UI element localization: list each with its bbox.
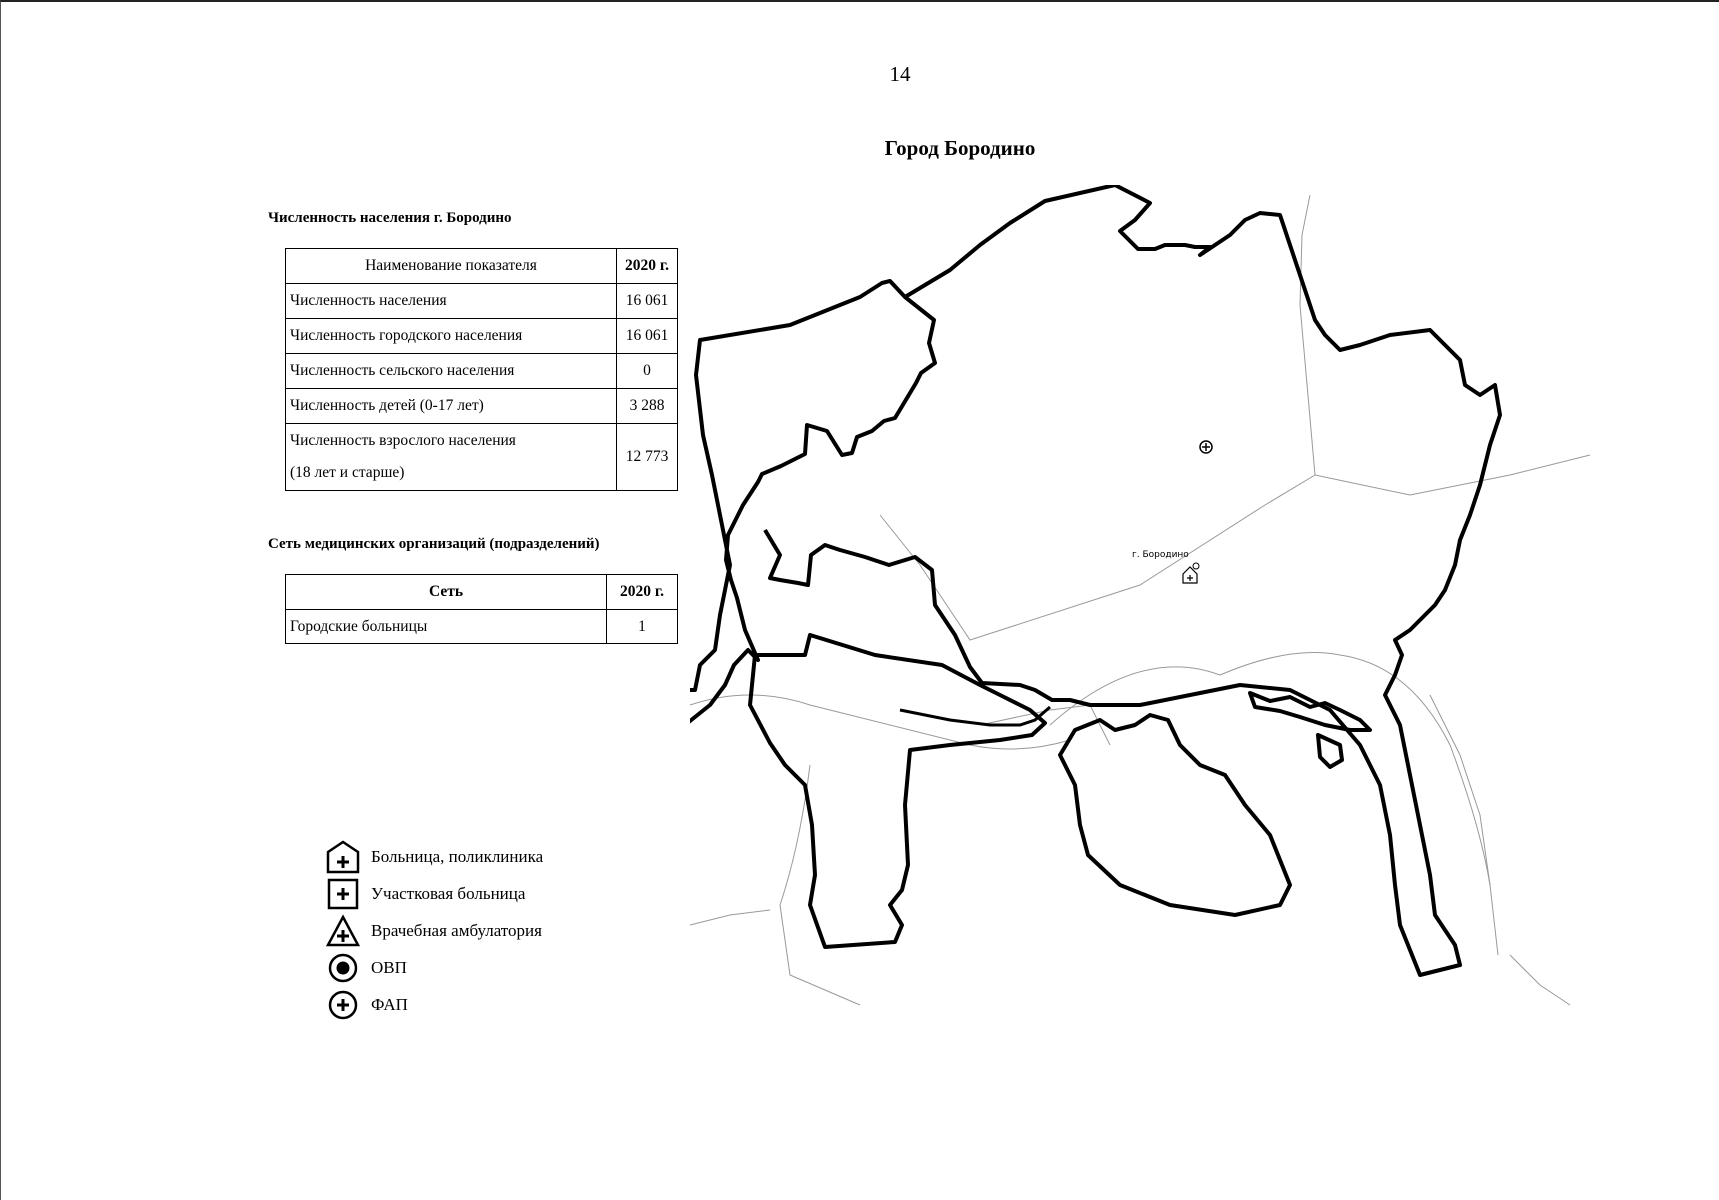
table-cell-value: 16 061 <box>617 319 678 354</box>
table-cell-label: Численность детей (0-17 лет) <box>286 389 617 424</box>
table-header-year: 2020 г. <box>607 575 678 610</box>
population-section-title: Численность населения г. Бородино <box>268 210 512 226</box>
page-number: 14 <box>889 62 911 86</box>
district-hospital-square-icon <box>325 877 361 911</box>
city-boundary-map <box>690 185 1630 1065</box>
table-cell-value: 12 773 <box>617 424 678 491</box>
table-header-network: Сеть <box>286 575 607 610</box>
table-cell-value: 16 061 <box>617 284 678 319</box>
city-boundary-south-west <box>750 635 1045 947</box>
map-city-label: г. Бородино <box>1132 550 1189 560</box>
legend <box>325 838 543 1023</box>
legend-item-ambulatory <box>325 912 543 949</box>
table-cell-value: 3 288 <box>617 389 678 424</box>
legend-item-ovp <box>325 949 543 986</box>
hospital-house-icon <box>325 840 361 874</box>
table-header-row <box>286 575 678 610</box>
table-cell-label <box>286 424 617 491</box>
table-cell-label: Численность сельского населения <box>286 354 617 389</box>
legend-label: Больница, поликлиника <box>371 846 544 866</box>
map-road <box>780 765 860 1005</box>
legend-label: ФАП <box>371 994 408 1014</box>
city-boundary-north <box>765 185 1500 975</box>
city-boundary-east-pocket <box>1318 735 1342 767</box>
table-row <box>286 354 678 389</box>
city-boundary-south-east <box>1060 715 1290 915</box>
ovp-filled-circle-icon <box>325 951 361 985</box>
map-road <box>1510 955 1570 1005</box>
fap-plus-circle-icon <box>325 988 361 1022</box>
table-row <box>286 424 678 491</box>
table-row <box>286 319 678 354</box>
legend-label: ОВП <box>371 957 407 977</box>
table-cell-value: 1 <box>607 610 678 644</box>
table-cell-value: 0 <box>617 354 678 389</box>
table-cell-label-line2: (18 лет и старше) <box>290 464 405 481</box>
table-row <box>286 284 678 319</box>
page-title: Город Бородино <box>884 136 1036 160</box>
legend-item-hospital <box>325 838 543 875</box>
table-row <box>286 610 678 644</box>
facility-icon-north <box>1200 441 1212 453</box>
map-road <box>1050 653 1498 956</box>
map-road <box>1315 455 1590 495</box>
map-roads <box>690 195 1590 1005</box>
table-row <box>286 389 678 424</box>
population-table <box>285 248 678 491</box>
table-header-indicator: Наименование показателя <box>286 249 617 284</box>
legend-label: Участковая больница <box>371 883 526 903</box>
legend-item-district-hospital <box>325 875 543 912</box>
table-header-row <box>286 249 678 284</box>
map-road <box>880 305 1315 640</box>
table-header-year: 2020 г. <box>617 249 678 284</box>
table-cell-label: Городские больницы <box>286 610 607 644</box>
network-table <box>285 574 678 644</box>
map-road <box>690 910 770 925</box>
hospital-house-icon <box>1183 563 1199 583</box>
map-road <box>1430 695 1490 885</box>
network-section-title: Сеть медицинских организаций (подразделений) <box>268 536 600 552</box>
legend-label: Врачебная амбулатория <box>371 920 542 940</box>
table-cell-label: Численность городского населения <box>286 319 617 354</box>
table-cell-label: Численность населения <box>286 284 617 319</box>
legend-item-fap <box>325 986 543 1023</box>
table-cell-label-line1: Численность взрослого населения <box>290 432 516 449</box>
ambulatory-triangle-icon <box>325 914 361 948</box>
